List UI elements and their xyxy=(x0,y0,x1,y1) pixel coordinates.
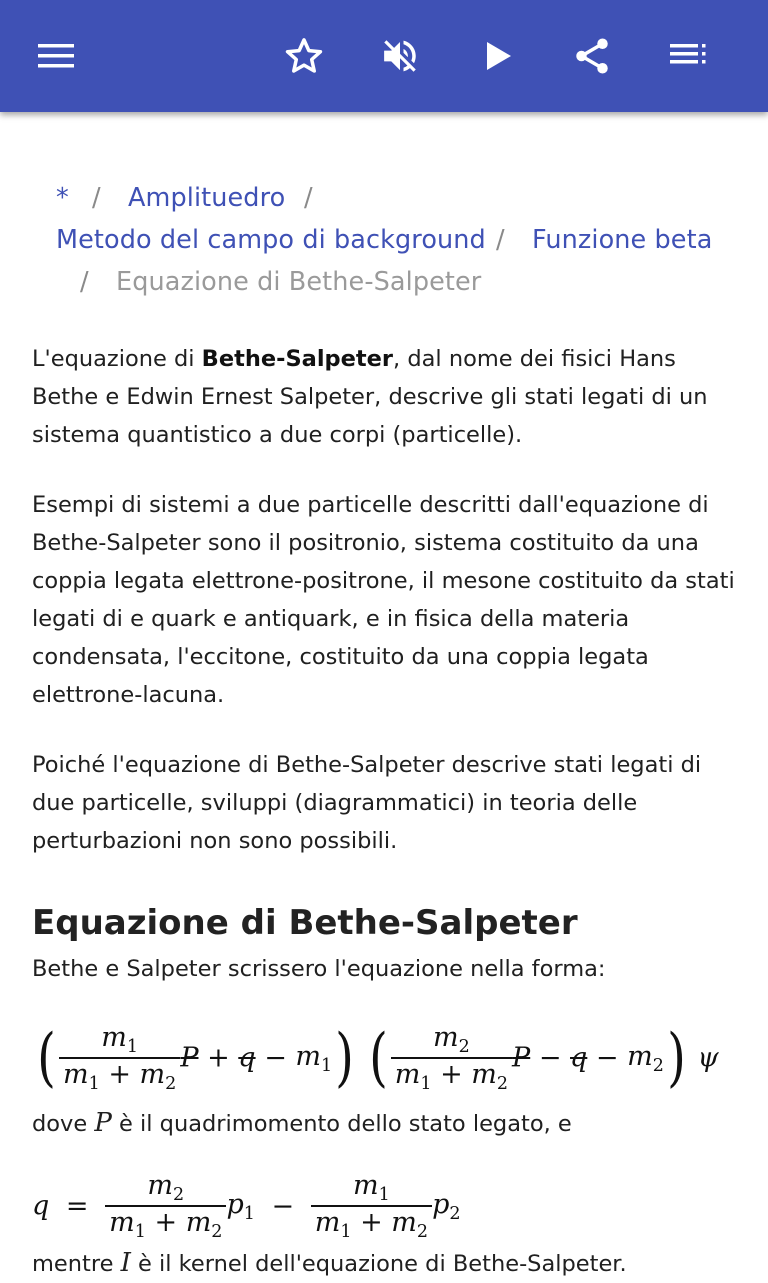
slashed-q: q xyxy=(238,1042,256,1074)
intro-paragraph xyxy=(32,340,742,454)
intro-text-rest: , dal nome dei fisici Hans Bethe e Edwin Ernest Salpeter, descrive gli stati legati di un sistema quantistico a due corpi (particelle). xyxy=(32,346,708,448)
breadcrumb-separator: / xyxy=(496,225,505,255)
breadcrumb-separator: / xyxy=(304,183,313,213)
breadcrumb-root-link[interactable]: * xyxy=(56,183,69,213)
psi-symbol: ψ xyxy=(697,1042,719,1074)
momentum-symbol: P xyxy=(94,1108,112,1138)
breadcrumb-separator: / xyxy=(80,267,89,297)
bethe-salpeter-equation: ( $\frac{m_1}{m_1 + m_2}$ $P + q - m_1$) ( $\frac{m_2}{m_1 + m_2}$ $P - q - m_2$) ψ xyxy=(37,1022,719,1096)
play-icon[interactable] xyxy=(470,28,526,84)
four-momentum-sentence: dove P è il quadrimomento dello stato legato, e xyxy=(32,1108,572,1138)
article-title-bold: Bethe-Salpeter xyxy=(201,346,394,372)
mass-fraction-1: $\frac{m_1}{m_1 + m_2}$ xyxy=(59,1022,180,1094)
left-paren: ( xyxy=(37,1022,56,1096)
breadcrumb-separator: / xyxy=(92,183,101,213)
breadcrumb-link-funzione-beta[interactable]: Funzione beta xyxy=(532,225,713,255)
app-bar xyxy=(0,0,768,112)
breadcrumb-link-amplituedro[interactable]: Amplituedro xyxy=(128,183,286,213)
table-of-contents-icon[interactable] xyxy=(660,28,716,84)
share-icon[interactable] xyxy=(564,28,620,84)
star-outline-icon[interactable] xyxy=(276,28,332,84)
perturbation-paragraph: Poiché l'equazione di Bethe-Salpeter descrive stati legati di due particelle, sviluppi (diagrammatici) in teoria delle perturbazioni non sono possibili. xyxy=(32,752,702,854)
hamburger-menu-icon[interactable] xyxy=(28,28,84,84)
kernel-sentence: mentre I è il kernel dell'equazione di Bethe-Salpeter. xyxy=(32,1248,627,1278)
relative-momentum-equation: q = $\frac{m_2}{m_1 + m_2}$ $p_1$ − $\frac{m_1}{m_1 + m_2}$ $p_2$ xyxy=(32,1170,461,1243)
slashed-P: P xyxy=(180,1042,199,1074)
kernel-symbol: I xyxy=(120,1248,131,1278)
intro-text: L'equazione di xyxy=(32,346,202,372)
mass-fraction-2: $\frac{m_2}{m_1 + m_2}$ xyxy=(391,1022,512,1094)
breadcrumb-current: Equazione di Bethe-Salpeter xyxy=(116,267,482,297)
volume-off-icon[interactable] xyxy=(372,28,428,84)
section-heading: Equazione di Bethe-Salpeter xyxy=(32,903,578,943)
examples-paragraph: Esempi di sistemi a due particelle descritti dall'equazione di Bethe-Salpeter sono il positronio, sistema costituito da una coppia legata elettrone-positrone, il mesone costituito da stati legati di e quark e antiquark, e in fisica della materia condensata, l'eccitone, costituito da una coppia legata elettrone-lacuna. xyxy=(32,492,735,708)
section-intro: Bethe e Salpeter scrissero l'equazione nella forma: xyxy=(32,956,606,982)
breadcrumb-link-metodo-campo[interactable]: Metodo del campo di background xyxy=(56,225,486,255)
